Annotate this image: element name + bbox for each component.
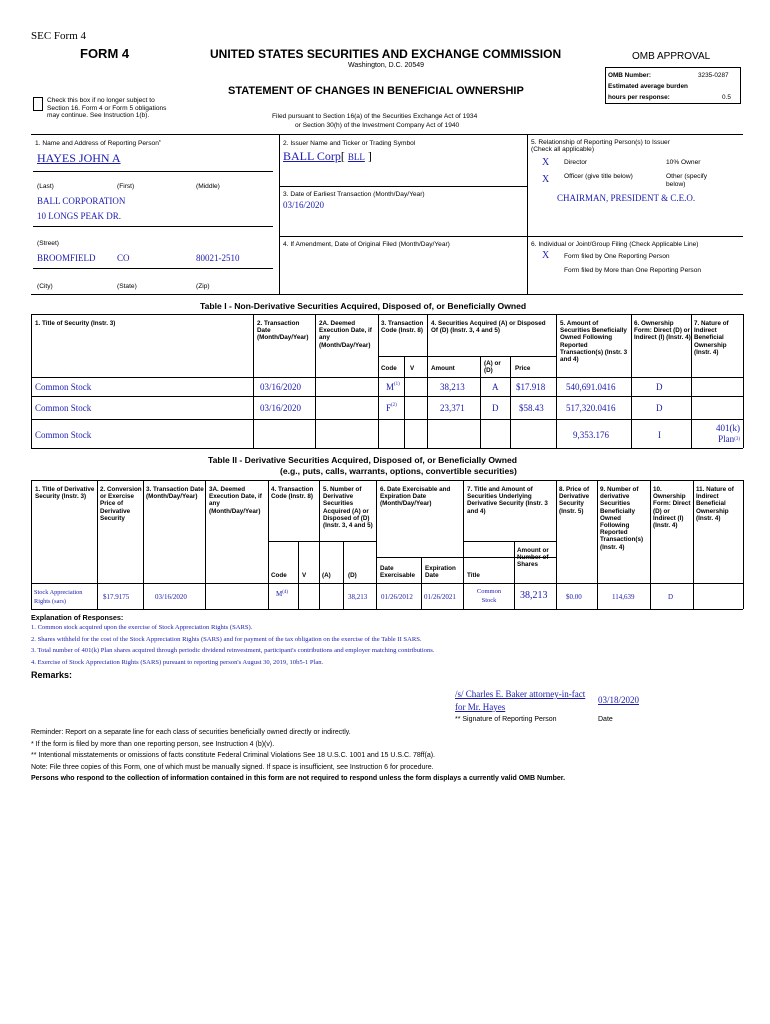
multi-person-label: Form filed by More than One Reporting Person (564, 267, 702, 274)
t2-deriv-price: $0.00 (566, 593, 582, 601)
t2-exercisable-h: Date Exercisable (380, 565, 416, 580)
t1-h3: 3. Transaction Code (Instr. 8) (381, 320, 424, 335)
t2-a-h: (A) (322, 572, 331, 579)
t1-r2-code: $F^{(2)}$ (386, 403, 397, 413)
issuer-label: 2. Issuer Name and Ticker or Trading Symbol (283, 140, 416, 147)
omb-hours: 0.5 (722, 94, 731, 101)
footer-note-2: ** Intentional misstatements or omissions of facts constitute Federal Criminal Violations See 18 U.S.C. 1001 and 15 U.S.C. 78ff(a). (31, 752, 435, 759)
t1-h1: 1. Title of Security (Instr. 3) (35, 320, 116, 327)
t2-h5: 5. Number of Derivative Securities Acquired (A) or Disposed of (D) (Instr. 3, 4 and 5) (323, 486, 373, 530)
street-line-2: 10 LONGS PEAK DR. (37, 211, 122, 221)
t1-r1-ad: A (492, 382, 499, 392)
t1-v-h: V (410, 365, 415, 372)
t2-exercisable: 01/26/2012 (381, 593, 413, 601)
t2-price: $17.9175 (103, 593, 130, 601)
omb-number-label: OMB Number: (608, 72, 651, 79)
checkbox-instruction: Check this box if no longer subject to Section 16. Form 4 or Form 5 obligations may continue. See Instruction 1(b). (47, 97, 167, 120)
officer-label: Officer (give title below) (564, 173, 633, 180)
t1-h7: 7. Nature of Indirect Beneficial Ownership (Instr. 4) (694, 320, 729, 356)
t2-amount-h: Amount or Number of Shares (517, 547, 549, 569)
last-label: (Last) (37, 183, 54, 190)
table1-title: Table I - Non-Derivative Securities Acquired, Disposed of, or Beneficially Owned (200, 301, 527, 311)
t2-h2: 2. Conversion or Exercise Price of Derivative Security (100, 486, 142, 522)
state-label: (State) (117, 283, 137, 290)
t1-h4: 4. Securities Acquired (A) or Disposed Of (D) (Instr. 3, 4 and 5) (431, 320, 546, 335)
t1-r2-date: 03/16/2020 (260, 403, 302, 413)
form-title: FORM 4 (80, 46, 130, 61)
omb-title: OMB APPROVAL (632, 51, 711, 62)
t1-r1-date: 03/16/2020 (260, 382, 302, 392)
t1-r1-title: Common Stock (35, 382, 92, 392)
street-label: (Street) (37, 240, 59, 247)
t1-r1-amount: 38,213 (440, 382, 465, 392)
city-label: (City) (37, 283, 53, 290)
t1-r1-code: $M^{(1)}$ (386, 382, 400, 392)
street-line-1: BALL CORPORATION (37, 196, 126, 206)
explanation-label: Explanation of Responses: (31, 613, 124, 622)
t1-r3-form: I (658, 430, 661, 440)
relationship-sub: (Check all applicable) (531, 146, 595, 153)
t2-form: D (668, 593, 674, 601)
city-value: BROOMFIELD (37, 253, 96, 263)
t2-shares: 38,213 (520, 590, 548, 601)
t2-d-h: (D) (348, 572, 357, 579)
t1-r3-title: Common Stock (35, 430, 92, 440)
t2-expiration-h: Expiration Date (425, 565, 456, 580)
t1-h6: 6. Ownership Form: Direct (D) or Indirect (I) (Instr. 4) (634, 320, 691, 342)
t1-r2-title: Common Stock (35, 403, 92, 413)
remarks-label: Remarks: (31, 670, 73, 680)
relationship-label: 5. Relationship of Reporting Person(s) to Issuer (531, 139, 670, 146)
omb-burden-label: Estimated average burden (608, 83, 688, 90)
t1-r2-amount: 23,371 (440, 403, 465, 413)
footer-note-1: * If the form is filed by more than one reporting person, see Instruction 4 (b)(v). (31, 741, 275, 748)
one-person-label: Form filed by One Reporting Person (564, 253, 670, 260)
earliest-date-label: 3. Date of Earliest Transaction (Month/Day/Year) (283, 191, 425, 198)
one-person-mark[interactable]: X (542, 250, 550, 261)
t2-code-h: Code (271, 572, 287, 579)
ten-pct-owner-label: 10% Owner (666, 159, 701, 166)
t2-h3: 3. Transaction Date (Month/Day/Year) (146, 486, 204, 501)
footer-omb-note: Persons who respond to the collection of information contained in this form are not required to respond unless the form displays a currently valid OMB Number. (31, 775, 566, 782)
t1-r3-nature: 401(k) Plan$^{(3)}$ (716, 423, 740, 444)
footer-note-3: Note: File three copies of this Form, one of which must be manually signed. If space is insufficient, see Instruction 6 for procedure. (31, 764, 434, 771)
commission-title: UNITED STATES SECURITIES AND EXCHANGE COMMISSION (210, 47, 562, 61)
director-label: Director (564, 159, 588, 166)
t1-h5: 5. Amount of Securities Beneficially Owned Following Reported Transaction(s) (Instr. 3 and 4) (560, 320, 628, 364)
t2-h6: 6. Date Exercisable and Expiration Date (Month/Day/Year) (380, 486, 451, 508)
other-label: Other (specify below) (666, 173, 708, 188)
t1-code-h: Code (381, 365, 397, 372)
t1-price-h: Price (515, 365, 531, 372)
officer-mark[interactable]: X (542, 174, 550, 185)
filing-label: 6. Individual or Joint/Group Filing (Check Applicable Line) (531, 241, 699, 248)
table2-title-1: Table II - Derivative Securities Acquired, Disposed of, or Beneficially Owned (208, 455, 517, 465)
t2-h7: 7. Title and Amount of Securities Underlying Derivative Security (Instr. 3 and 4) (467, 486, 548, 515)
filed-pursuant-1: Filed pursuant to Section 16(a) of the Securities Exchange Act of 1934 (272, 113, 478, 120)
earliest-date: 03/16/2020 (283, 200, 325, 210)
officer-title: CHAIRMAN, PRESIDENT & C.E.O. (557, 193, 696, 203)
t1-r2-form: D (656, 403, 663, 413)
t1-r3-owned: 9,353.176 (573, 430, 609, 440)
commission-city: Washington, D.C. 20549 (348, 62, 425, 69)
filed-pursuant-2: or Section 30(h) of the Investment Company Act of 1940 (295, 122, 460, 129)
footnote-4: 4. Exercise of Stock Appreciation Rights (SARS) pursuant to reporting person's August 30, 2019, 10b5-1 Plan. (31, 659, 324, 666)
t1-r1-price: $17.918 (516, 382, 546, 392)
statement-title: STATEMENT OF CHANGES IN BENEFICIAL OWNERSHIP (228, 85, 524, 97)
table2-title-2: (e.g., puts, calls, warrants, options, convertible securities) (280, 466, 517, 476)
t2-h9: 9. Number of derivative Securities Beneficially Owned Following Reported Transaction(s) (Instr. 4) (600, 486, 644, 551)
no-longer-subject-checkbox[interactable] (33, 97, 43, 111)
footnote-1: 1. Common stock acquired upon the exercise of Stock Appreciation Rights (SARS). (31, 624, 253, 631)
zip-label: (Zip) (196, 283, 210, 290)
issuer-name[interactable]: BALL Corp[ BLL ] (283, 149, 372, 163)
date-label: Date (598, 716, 613, 723)
t1-r1-form: D (656, 382, 663, 392)
t2-h11: 11. Nature of Indirect Beneficial Ownership (Instr. 4) (696, 486, 734, 522)
footnote-3: 3. Total number of 401(k) Plan shares acquired through periodic dividend reinvestment, participant's contributions and employer matching contributions. (31, 647, 435, 654)
t2-title-h: Title (467, 572, 480, 579)
footer-reminder: Reminder: Report on a separate line for each class of securities beneficially owned directly or indirectly. (31, 729, 351, 736)
t2-disposed: 38,213 (348, 593, 368, 601)
omb-hours-label: hours per response: (608, 94, 670, 101)
omb-number: 3235-0287 (698, 72, 729, 79)
t2-owned: 114,639 (612, 593, 635, 601)
reporting-person-label: 1. Name and Address of Reporting Person* (35, 140, 161, 147)
t2-h8: 8. Price of Derivative Security (Instr. 5) (559, 486, 590, 515)
t1-h2: 2. Transaction Date (Month/Day/Year) (257, 320, 309, 342)
first-label: (First) (117, 183, 135, 190)
t1-amount-h: Amount (431, 365, 455, 372)
t1-r1-owned: 540,691.0416 (566, 382, 616, 392)
t2-h4: 4. Transaction Code (Instr. 8) (271, 486, 314, 501)
state-value: CO (117, 253, 130, 263)
t1-r2-owned: 517,320.0416 (566, 403, 616, 413)
signature-label: ** Signature of Reporting Person (455, 716, 557, 723)
middle-label: (Middle) (196, 183, 220, 190)
reporting-person-name[interactable]: HAYES JOHN A (37, 151, 121, 165)
footnote-2: 2. Shares withheld for the cost of the Stock Appreciation Rights (SARS) and for payment of the tax obligation on the exercise of the Table II SARS. (31, 636, 422, 643)
t2-h1: 1. Title of Derivative Security (Instr. 3) (35, 486, 95, 501)
sec-form-label: SEC Form 4 (31, 30, 87, 42)
t2-v-h: V (302, 572, 307, 579)
director-mark[interactable]: X (542, 157, 550, 168)
t2-h3a: 3A. Deemed Execution Date, if any (Month/Day/Year) (209, 486, 262, 515)
amendment-label: 4. If Amendment, Date of Original Filed (Month/Day/Year) (283, 241, 450, 248)
t2-h10: 10. Ownership Form: Direct (D) or Indirect (I) (Instr. 4) (653, 486, 691, 530)
t1-r2-ad: D (492, 403, 499, 413)
signature: /s/ Charles E. Baker attorney-in-fact for Mr. Hayes (455, 689, 586, 712)
t1-h2a: 2A. Deemed Execution Date, if any (Month/Day/Year) (319, 320, 372, 349)
t2-security: Stock Appreciation Rights (sars) (34, 589, 83, 605)
t2-code: $M^{(4)}$ (276, 590, 289, 598)
signature-date: 03/18/2020 (598, 695, 640, 705)
t2-date: 03/16/2020 (155, 593, 187, 601)
t2-expiration: 01/26/2021 (424, 593, 456, 601)
zip-value: 80021-2510 (196, 253, 240, 263)
t1-aord-h: (A) or (D) (484, 360, 501, 375)
t1-r2-price: $58.43 (519, 403, 544, 413)
t2-underlying-title: Common Stock (476, 588, 502, 604)
